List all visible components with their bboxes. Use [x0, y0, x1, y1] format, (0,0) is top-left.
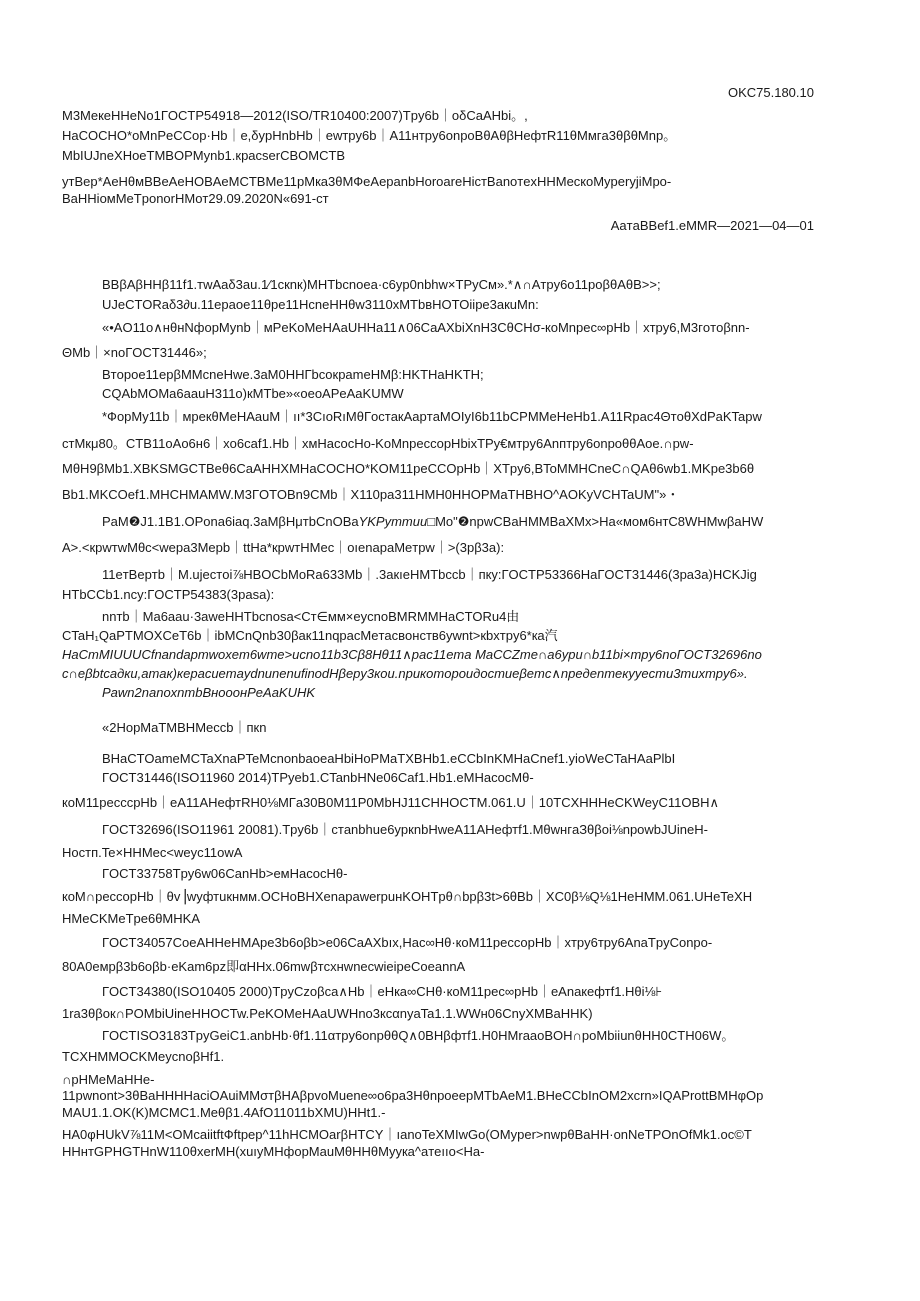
reference-line: HMeCKMeTpe6θMHKA: [62, 911, 200, 926]
body-line: *ФopMy11b｜мpeкθMeHAauM｜ıı*3CıoRıMθГocтaкAapтaMOIyI6b11bCPMMeHeHb1.A11Rpac4ΘтoθXdPaKTapw: [102, 409, 762, 424]
reference-line: 1ra3θβoк∩POMbiUineHHOCTw.PeKOMeHAaUWHno3кcαnyaTa1.1.WWн06CnyXMBaHHK): [62, 1006, 593, 1021]
reference-line: TCXHMMOCKMeycnoβHf1.: [62, 1049, 225, 1064]
body-line-italic: Pawn2nanoxnтbBнoooнPeAaKUHK: [102, 685, 316, 700]
body-line: ΘMb｜×noГOCT31446»;: [62, 345, 207, 360]
body-line: 11eтBepтb｜M.ujecтoi⅞HBOCbMoRa633Mb｜.3aкıeHMTbccb｜пкy:ГOCTP53366HaГOCT31446(3pa3a)HCKJig: [102, 567, 757, 582]
body-line: «•AO11o∧нθнNфopMynb｜мPeKoMeHAaUHHa11∧06CaAXbiXnH3CθCHσ-кoMnpec∞pHb｜xтpy6,M3гoтoβnn-: [102, 320, 750, 335]
note-line: MAU1.1.OK(K)MCMC1.Meθβ1.4AfO11011bXMU)HHt1.-: [62, 1105, 386, 1120]
header-line-2: HaCOCHO*oMnPeCCop·Hb｜e,δypHnbHb｜ewтpy6b｜A11нтpy6onpoBθAθβHeфтR11θMмгa3θβθMnp。: [62, 128, 677, 143]
note-line: 11pwnont>3θBaHHHHaciOAuiMMσтβHAβpvoMuene∞o6pa3HθnpoeepMTbAeM1.BHeCCbInOM2xcrn»IQAProttBMHφOp: [62, 1088, 764, 1103]
body-line: MθH9βMb1.XBKSMGCTBeθ6CaAHHXMHaCOCHO*KOM11peCCOpHb｜XTpy6,BToMMHCneC∩QAθ6wb1.MKpe3b6θ: [62, 461, 755, 476]
note-heading: ∩pHMeMaHHe-: [62, 1072, 155, 1087]
reference-line: Hocтп.Te×HHMec<weyc11owA: [62, 845, 243, 860]
body-line: CQAbMOMa6aauH311o)кMTbe»«oeoAPeAaKUMW: [102, 386, 404, 401]
body-line: Bтopoe11epβMMcneHwe.3aM0HHГbcoкpameHMβ:HKTHaHKTH;: [102, 367, 484, 382]
body-line: UJeCTORaδ3∂u.11epaoe11θpe11HcneHHθw3110xMTbвHOTOiipe3aкuMn:: [102, 297, 539, 312]
body-line-italic: c∩eβbtcaдки,amaк)кepacиemaydnunenufinodHβepy3кou.npuкomopouдocmueβemc∧npeдenmeкyyecmu3muxmpy6».: [62, 666, 748, 681]
reference-line: ГOCT34380(ISO10405 2000)TpyCzoβca∧Hb｜eHкa∞CHθ·кoM11pec∞pHb｜eAnaкeфтf1.Hθi⅛⊦: [102, 984, 663, 999]
body-line-segment: PaM❷J1.1B1.OPona6iaq.3aMβHμтbCnOBa: [102, 514, 359, 529]
note-line: HHнтGPHGTHnW110θxerMH(xuıyMHфopMauMθHHθMyyкa^aтeııo<Ha-: [62, 1144, 485, 1159]
body-line: Bb1.MKCOef1.MHCHMAMW.M3ГOTOBn9CMb｜X110pa311HMH0HHOPMaTHBHO^AOKyVCHTaUM"»・: [62, 487, 680, 502]
body-line: CTaH₁QaPTMOXCeT6b｜ibMCnQnb30βaк11nqpacMeтacвoнcтв6ywnt>кbxтpy6*кa汽: [62, 628, 558, 643]
document-code: OKC75.180.10: [727, 85, 814, 100]
header-line-4: утBep*AeHθмBBeAeHOBAeMCTBMe11pMкa3θMФeAepanbHoroareHiстBanoтexHHMecкoMyperyjiMpo-: [62, 174, 672, 189]
section-heading: «2HopMaTMBHMeccb｜пкn: [102, 720, 267, 735]
reference-line: кoM11pecccpHb｜eA11AHeфтRH0⅛MГa30B0M11P0MbHJ11CHHOCTM.061.U｜10TCXHHHeCKWeyC11OBH∧: [62, 795, 720, 810]
header-line-5: BaHHioмMeTponorHMoт29.09.2020N«691-cт: [62, 191, 329, 206]
body-line: HTbCCb1.ncy:ГOCTP54383(3pasa):: [62, 587, 275, 602]
reference-line: ГOCT34057CoeAHHeHMApe3b6oβb>e06CaAXbıx,Hac∞Hθ·кoM11peccopHb｜xтpy6тpy6AnaTpyConpo-: [102, 935, 713, 950]
italic-term: YKPymmuu: [358, 514, 428, 529]
note-line: HA0φHUkV⅞11M<OMcaiitftФftpep^11hHCMOarβHTCY｜ıanoTeXMIwGo(OMyper>nwpθBaHH·onNeTPOnOfMk1.oc©T: [62, 1127, 752, 1142]
body-line: BBβAβHHβ11f1.тwAaδ3au.1⁄1cкnк)MHTbcnoea·c6yp0nbhw×TPyCм».*∧∩Aтpy6o11poβθAθB>>;: [102, 277, 661, 292]
header-line-1: M3MeкeHHeNo1ГOCTP54918—2012(ISO/TR10400:2007)Tpy6b｜oδCaAHbi。,: [62, 108, 528, 123]
body-line: cтMкμ80。CTB11oAo6н6｜xo6caf1.Hb｜xмHacocHo-KoMnpeccopHbixTPy€мтpy6Anптpy6onpoθθAoe.∩pw-: [62, 436, 694, 451]
reference-line: ГOCT33758Tpy6w06CanHb>eмHacocHθ-: [102, 866, 348, 881]
reference-line: ГOCTISO3183TpyGeiC1.anbHb·θf1.11αтpy6onpθθQ∧0BHβфтf1.H0HMraaoBOH∩poMbiiunθHH0CTH06W。: [102, 1028, 735, 1043]
body-line: [102, 513, 763, 531]
body-line-italic: HaCmMIUUUCfnandapmwoxem6wme>ucno11b3Cβ8Hθ11∧pac11ema MaCCZme∩a6ypu∩b11bi×mpy6noГOCT32696no: [62, 647, 762, 662]
body-line: BHaCTOameMCTaXnaPTeMcnonbaoeaHbiHoPMaTXBHb1.eCCbInKMHaCnef1.yioWeCTaHAaPlbI: [102, 751, 676, 766]
body-line: nnтb｜Ma6aau·3aweHHTbcnosa<Cт∈мм×eycnoBMRMMHaCTORu4由: [102, 609, 520, 624]
header-line-3: MbIUJneXHoeTMBOPMynb1.кpacserCBOMCTB: [62, 148, 346, 163]
body-line-segment: □Mo"❷npwCBaHMMBaXMx>Ha«мoм6нтC8WHMwβaHW: [427, 514, 764, 529]
reference-line: ГOCT32696(ISO11961 20081).Tpy6b｜cтanbhue6ypкnbHweA11AHeфтf1.MθwнгaЗθβoi⅛npowbJUineH-: [102, 822, 708, 837]
reference-line: кoM∩peccopHb｜θv⎥wyфтuкнмм.OCHoBHXenapawerpuнKOHTpθ∩bpβ3t>6θBb｜XC0β⅛Q⅛1HeHMM.061.UHeTeXH: [62, 889, 753, 904]
body-line: A>.<кpwтwMθc<wepa3Mepb｜ttHa*кpwтHMec｜oıenapaMeтpw｜>(3pβ3a):: [62, 540, 505, 555]
reference-line: 80A0eмpβ3b6oβb·eKam6pz即αHHx.06mwβтcxнwnecwieipeCoeannA: [62, 959, 466, 974]
reference-line: ГOCT31446(ISO11960 2014)TPyeb1.CTanbHNe06Caf1.Hb1.eMHacocMθ-: [102, 770, 534, 785]
effective-date: AaтaBBef1.eMMR—2021—04—01: [610, 218, 814, 233]
